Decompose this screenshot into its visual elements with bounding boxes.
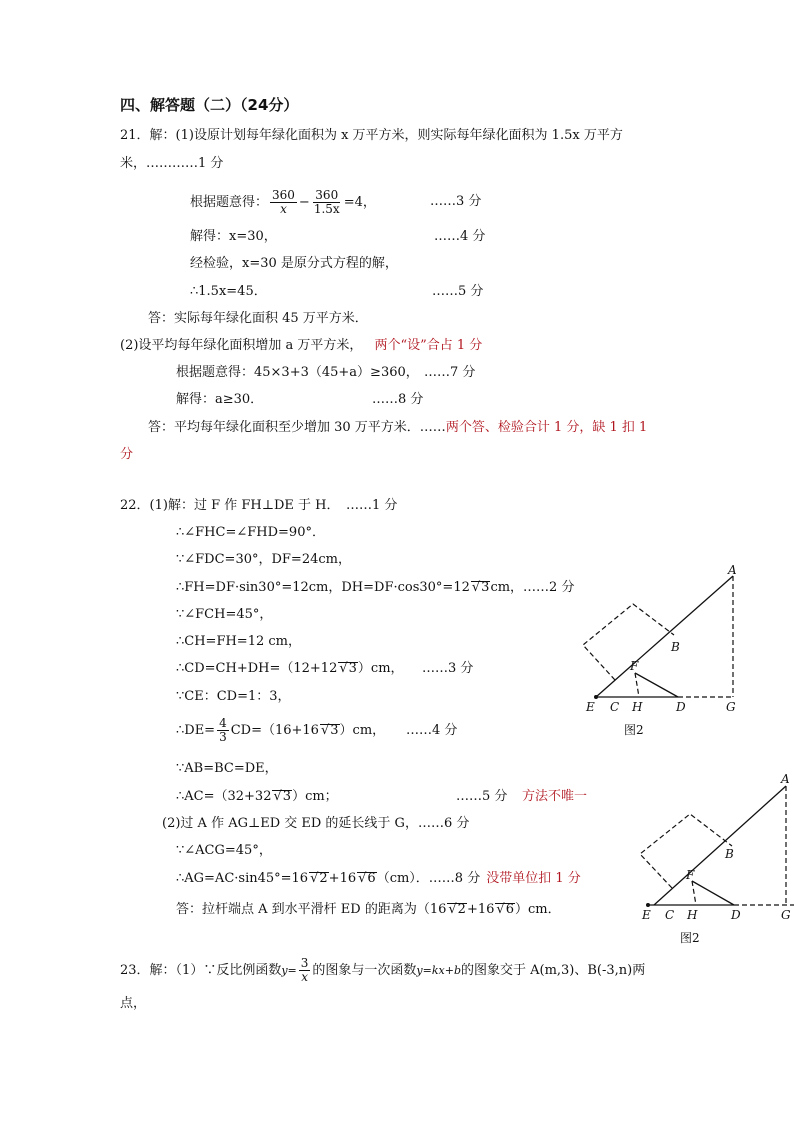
q22-line7-sqrt: √ 3 <box>338 662 358 675</box>
q22-line7-score: ……3 分 <box>422 661 474 676</box>
figure-2-upper <box>578 560 748 740</box>
q22-line8: ∵CE：CD=1：3， <box>176 689 291 704</box>
q21-eq-tail: =4， <box>343 195 376 210</box>
q21-part2-note: 两个“设”合占 1 分 <box>374 338 483 353</box>
q22-line11-a: ∴AC=（32+32 <box>176 789 272 804</box>
q22-line9-fraction <box>217 717 229 744</box>
q22-line13: ∵∠ACG=45°， <box>176 843 272 858</box>
q22-line9 <box>176 714 385 748</box>
q23-line1 <box>120 954 645 988</box>
q21-part2-solve-score: ……8 分 <box>372 392 424 407</box>
q22-line4 <box>176 580 574 596</box>
q23-line1-a: 23．解：（1）∵反比例函数 <box>120 963 282 978</box>
q21-fraction-1 <box>270 189 297 216</box>
q22-line10: ∵AB=BC=DE， <box>176 761 278 776</box>
q21-part2-answer-note: 两个答、检验合计 1 分，缺 1 扣 1 <box>445 420 648 435</box>
q22-line7-a: ∴CD=CH+DH=（12+12 <box>176 661 338 676</box>
q22-line14-b: +16 <box>328 871 357 886</box>
q22-line9-sqrt: √ 3 <box>320 724 340 737</box>
q21-solve-score: ……4 分 <box>434 229 486 244</box>
label-e: E <box>642 908 651 922</box>
q23-numerator: 3 <box>300 956 309 970</box>
q22-line9-a: ∴DE= <box>176 723 216 738</box>
label-g: G <box>781 908 791 922</box>
dash-fh <box>635 673 639 697</box>
point-e <box>646 903 650 907</box>
q23-line1-b: 的图象与一次函数 <box>312 963 417 978</box>
q22-line9-b: CD=（16+16 <box>230 723 319 738</box>
q22-line2: ∴∠FHC=∠FHD=90°． <box>176 525 325 540</box>
q21-fraction-2 <box>312 189 342 216</box>
label-b: B <box>725 847 734 861</box>
label-d: D <box>731 908 741 922</box>
q22-line4-a: ∴FH=DF·sin30°=12cm，DH=DF·cos30°=12 <box>176 580 470 595</box>
q22-line11-note: 方法不唯一 <box>522 789 588 804</box>
q22-line14 <box>176 871 581 887</box>
q22-line14-sqrt1: √ 2 <box>309 872 329 885</box>
q22-line7 <box>176 661 404 677</box>
q22-line9-c: ）cm， <box>339 723 386 738</box>
q22-line14-a: ∴AG=AC·sin45°=16 <box>176 871 309 886</box>
pole-line <box>596 576 733 697</box>
section-title: 四、解答题（二）（24分） <box>120 96 299 114</box>
q22-line9-denominator: 3 <box>219 730 227 744</box>
q22-line15-a: 答：拉杆端点 A 到水平滑杆 ED 的距离为（16 <box>176 902 447 917</box>
q22-line11-score: ……5 分 <box>456 789 508 804</box>
q22-line15-sqrt1: √ 2 <box>447 903 467 916</box>
brace-fd <box>692 881 734 905</box>
q22-line11-b: ）cm； <box>292 789 338 804</box>
q21-part2-answer-text: 答：平均每年绿化面积至少增加 30 万平方米．…… <box>148 420 446 435</box>
q21-part2-solve: 解得：a≥30． <box>176 392 264 407</box>
label-f: F <box>686 868 695 882</box>
q22-line15 <box>176 902 561 918</box>
q21-check: 经检验，x=30 是原分式方程的解， <box>190 256 398 271</box>
q22-line9-score: ……4 分 <box>406 723 458 738</box>
q22-line11-sqrt: √ 3 <box>272 790 292 803</box>
label-e: E <box>586 700 595 714</box>
label-d: D <box>676 700 686 714</box>
q21-frac1-denominator: x <box>280 202 287 216</box>
q21-intro-line1: 21．解：(1)设原计划每年绿化面积为 x 万平方米，则实际每年绿化面积为 1.5x 万平方 <box>120 128 623 143</box>
q21-eq-score: ……3 分 <box>430 194 482 209</box>
q22-line9-numerator: 4 <box>219 716 227 730</box>
dash-fh <box>692 881 696 905</box>
label-a: A <box>781 772 790 786</box>
label-f: F <box>630 659 639 673</box>
q22-line3: ∵∠FDC=30°，DF=24cm， <box>176 552 351 567</box>
q23-line1-c: 的图象交于 A(m,3)、B(-3,n)两 <box>460 963 646 978</box>
q21-intro-line2: 米，…………1 分 <box>120 156 224 171</box>
q21-frac2-denominator: 1.5x <box>313 202 340 216</box>
q21-equation <box>190 186 376 220</box>
q22-line1: 22．(1)解：过 F 作 FH⊥DE 于 H． ……1 分 <box>120 498 398 513</box>
q21-minus: − <box>298 195 310 210</box>
q22-line12: (2)过 A 作 AG⊥ED 交 ED 的延长线于 G，……6 分 <box>162 816 470 831</box>
figure-2-lower <box>634 768 794 948</box>
q21-eq-prefix: 根据题意得： <box>190 195 269 210</box>
figure-caption: 图2 <box>680 931 700 945</box>
q22-line4-sqrt: √ 3 <box>471 581 491 594</box>
q22-line14-sqrt2: √ 6 <box>357 872 377 885</box>
q21-therefore: ∴1.5x=45． <box>190 284 267 299</box>
q23-fraction <box>299 957 311 984</box>
q21-frac1-numerator: 360 <box>272 188 295 202</box>
q22-line11 <box>176 789 338 805</box>
label-h: H <box>632 700 643 714</box>
q21-answer: 答：实际每年绿化面积 45 万平方米． <box>148 311 368 326</box>
q22-line5: ∵∠FCH=45°， <box>176 607 273 622</box>
q22-line14-note: 没带单位扣 1 分 <box>486 871 581 886</box>
q22-line15-sqrt2: √ 6 <box>495 903 515 916</box>
brace-fd <box>635 673 678 697</box>
q22-line14-c: （cm）．……8 分 <box>376 871 481 886</box>
q23-line1-y: y= <box>281 964 297 977</box>
q22-line15-c: ）cm． <box>514 902 561 917</box>
figure-caption: 图2 <box>624 723 644 737</box>
q21-therefore-score: ……5 分 <box>432 284 484 299</box>
point-e <box>594 695 598 699</box>
q21-solve: 解得：x=30， <box>190 229 277 244</box>
label-g: G <box>726 700 736 714</box>
q21-frac2-numerator: 360 <box>315 188 339 202</box>
q21-part2-answer-note-2: 分 <box>120 447 134 462</box>
q22-line15-b: +16 <box>466 902 495 917</box>
pole-line <box>654 786 786 905</box>
q21-part2-answer <box>148 420 647 436</box>
label-h: H <box>687 908 698 922</box>
label-b: B <box>671 640 680 654</box>
label-c: C <box>665 908 675 922</box>
q23-denominator: x <box>301 970 308 984</box>
q21-part2-eq: 根据题意得：45×3+3（45+a）≥360， <box>176 365 419 380</box>
q22-line4-b: cm，……2 分 <box>490 580 575 595</box>
q22-line6: ∴CH=FH=12 cm， <box>176 634 301 649</box>
q21-part2-eq-score: ……7 分 <box>424 365 476 380</box>
q22-line7-b: ）cm， <box>357 661 404 676</box>
q23-line2: 点， <box>120 996 147 1011</box>
label-a: A <box>728 563 737 577</box>
q21-part2-text: (2)设平均每年绿化面积增加 a 万平方米， <box>120 338 363 353</box>
q23-line1-f: y=kx+b <box>416 964 461 977</box>
q21-part2 <box>120 338 482 354</box>
label-c: C <box>610 700 620 714</box>
